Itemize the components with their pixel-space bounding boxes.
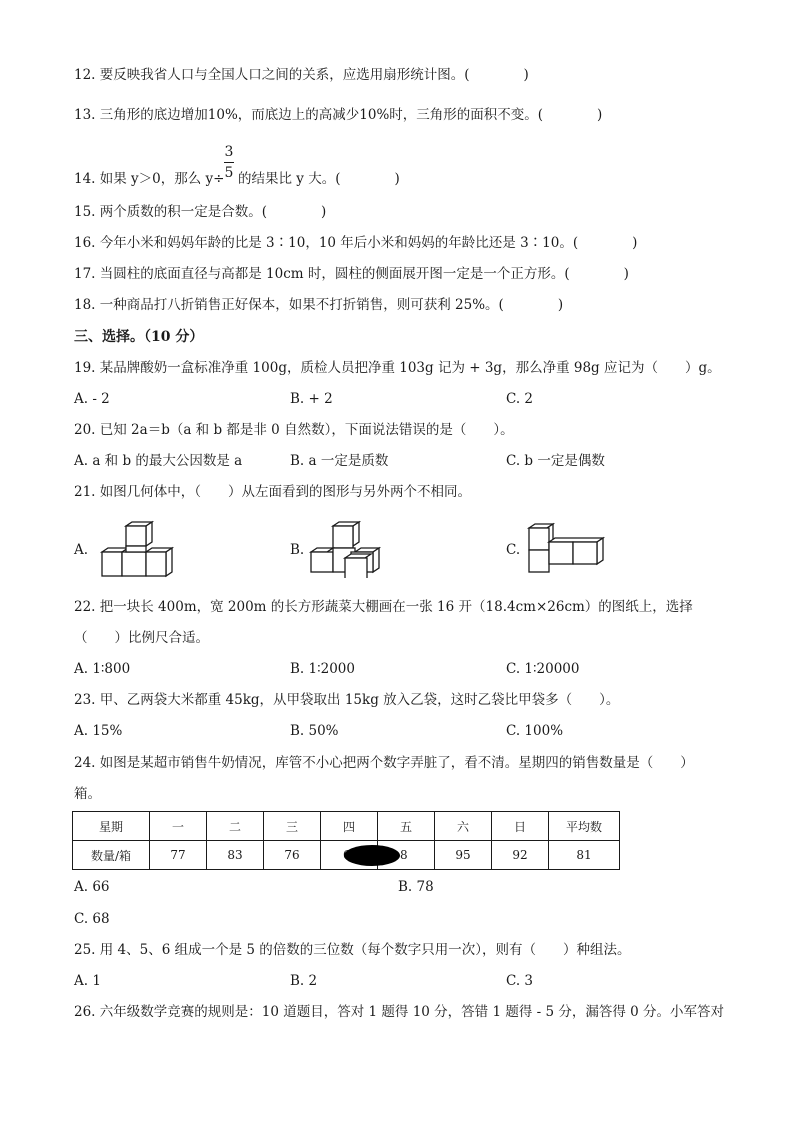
question-25: 25. 用 4、5、6 组成一个是 5 的倍数的三位数（每个数字只用一次），则有（ ）种组法。 bbox=[74, 942, 631, 958]
q19-option-c[interactable]: C. 2 bbox=[506, 391, 534, 407]
q22-option-c[interactable]: C. 1∶20000 bbox=[506, 661, 580, 677]
question-24-line2: 箱。 bbox=[74, 786, 101, 802]
question-20: 20. 已知 2a＝b（a 和 b 都是非 0 自然数），下面说法错误的是（ ）。 bbox=[74, 422, 514, 438]
table-header-cell: 二 bbox=[207, 812, 264, 841]
q25-option-b[interactable]: B. 2 bbox=[290, 973, 318, 989]
q25-option-a[interactable]: A. 1 bbox=[74, 973, 101, 989]
question-22-line2: （ ）比例尺合适。 bbox=[74, 630, 209, 646]
table-header-cell: 六 bbox=[435, 812, 492, 841]
ink-smudge bbox=[344, 845, 400, 866]
table-cell: 83 bbox=[207, 841, 264, 870]
q25-option-c[interactable]: C. 3 bbox=[506, 973, 534, 989]
question-12: 12. 要反映我省人口与全国人口之间的关系，应选用扇形统计图。( ) bbox=[74, 67, 529, 83]
q24-option-a[interactable]: A. 66 bbox=[74, 879, 110, 895]
table-cell: 81 bbox=[549, 841, 620, 870]
q20-option-a[interactable]: A. a 和 b 的最大公因数是 a bbox=[74, 453, 243, 469]
q14-fraction bbox=[224, 144, 234, 181]
question-14-part1: 14. 如果 y＞0，那么 y÷ bbox=[74, 171, 225, 187]
q20-option-c[interactable]: C. b 一定是偶数 bbox=[506, 453, 605, 469]
question-19: 19. 某品牌酸奶一盒标准净重 100g，质检人员把净重 103g 记为 + 3g，那么净重 98g 应记为（ ）g。 bbox=[74, 360, 721, 376]
question-17: 17. 当圆柱的底面直径与高都是 10cm 时，圆柱的侧面展开图一定是一个正方形。( ) bbox=[74, 266, 629, 282]
table-cell: 95 bbox=[435, 841, 492, 870]
question-16: 16. 今年小米和妈妈年龄的比是 3∶10，10 年后小米和妈妈的年龄比还是 3∶10。( ) bbox=[74, 235, 638, 251]
table-cell-friday: 8 bbox=[378, 841, 435, 870]
fraction-denominator: 5 bbox=[224, 165, 234, 181]
question-14-part2: 的结果比 y 大。( ) bbox=[238, 171, 400, 187]
table-cell: 77 bbox=[150, 841, 207, 870]
q21-option-c[interactable]: C. bbox=[506, 542, 521, 558]
q21-option-a[interactable]: A. bbox=[74, 542, 89, 558]
table-header-cell: 四 bbox=[321, 812, 378, 841]
question-23: 23. 甲、乙两袋大米都重 45kg，从甲袋取出 15kg 放入乙袋，这时乙袋比甲袋多（ ）。 bbox=[74, 692, 620, 708]
q19-option-b[interactable]: B. + 2 bbox=[290, 391, 333, 407]
fraction-numerator: 3 bbox=[224, 144, 234, 160]
q23-option-b[interactable]: B. 50% bbox=[290, 723, 339, 739]
table-header-cell: 日 bbox=[492, 812, 549, 841]
q20-option-b[interactable]: B. a 一定是质数 bbox=[290, 453, 389, 469]
section-3-title: 三、选择。（10 分） bbox=[74, 329, 204, 345]
q23-option-a[interactable]: A. 15% bbox=[74, 723, 123, 739]
figure-c-cubes bbox=[525, 520, 609, 576]
q23-option-c[interactable]: C. 100% bbox=[506, 723, 564, 739]
milk-sales-table bbox=[72, 811, 620, 870]
question-22-line1: 22. 把一块长 400m，宽 200m 的长方形蔬菜大棚画在一张 16 开（18.4cm×26cm）的图纸上，选择 bbox=[74, 599, 693, 615]
figure-a-cubes bbox=[96, 516, 180, 578]
table-cell: 数量/箱 bbox=[73, 841, 150, 870]
question-21: 21. 如图几何体中，（ ）从左面看到的图形与另外两个不相同。 bbox=[74, 484, 472, 500]
table-header-cell: 一 bbox=[150, 812, 207, 841]
question-26: 26. 六年级数学竞赛的规则是：10 道题目，答对 1 题得 10 分，答错 1 题得 - 5 分，漏答得 0 分。小军答对 bbox=[74, 1004, 725, 1020]
table-header-cell: 五 bbox=[378, 812, 435, 841]
q21-option-b[interactable]: B. bbox=[290, 542, 305, 558]
question-24-line1: 24. 如图是某超市销售牛奶情况，库管不小心把两个数字弄脏了，看不清。星期四的销售数量是（ ） bbox=[74, 755, 694, 771]
question-13: 13. 三角形的底边增加10%，而底边上的高减少10%时，三角形的面积不变。( ) bbox=[74, 107, 603, 123]
table-cell: 76 bbox=[264, 841, 321, 870]
q22-option-b[interactable]: B. 1∶2000 bbox=[290, 661, 355, 677]
fraction-bar bbox=[224, 162, 234, 163]
question-18: 18. 一种商品打八折销售正好保本，如果不打折销售，则可获利 25%。( ) bbox=[74, 297, 564, 313]
q24-option-b[interactable]: B. 78 bbox=[398, 879, 434, 895]
table-header-cell: 平均数 bbox=[549, 812, 620, 841]
table-header-cell: 三 bbox=[264, 812, 321, 841]
table-header-cell: 星期 bbox=[73, 812, 150, 841]
question-15: 15. 两个质数的积一定是合数。( ) bbox=[74, 204, 327, 220]
q24-option-c[interactable]: C. 68 bbox=[74, 911, 110, 927]
q22-option-a[interactable]: A. 1∶800 bbox=[74, 661, 131, 677]
q19-option-a[interactable]: A. - 2 bbox=[74, 391, 110, 407]
figure-b-cubes bbox=[307, 516, 387, 578]
table-header-row bbox=[73, 812, 620, 841]
table-cell: 92 bbox=[492, 841, 549, 870]
